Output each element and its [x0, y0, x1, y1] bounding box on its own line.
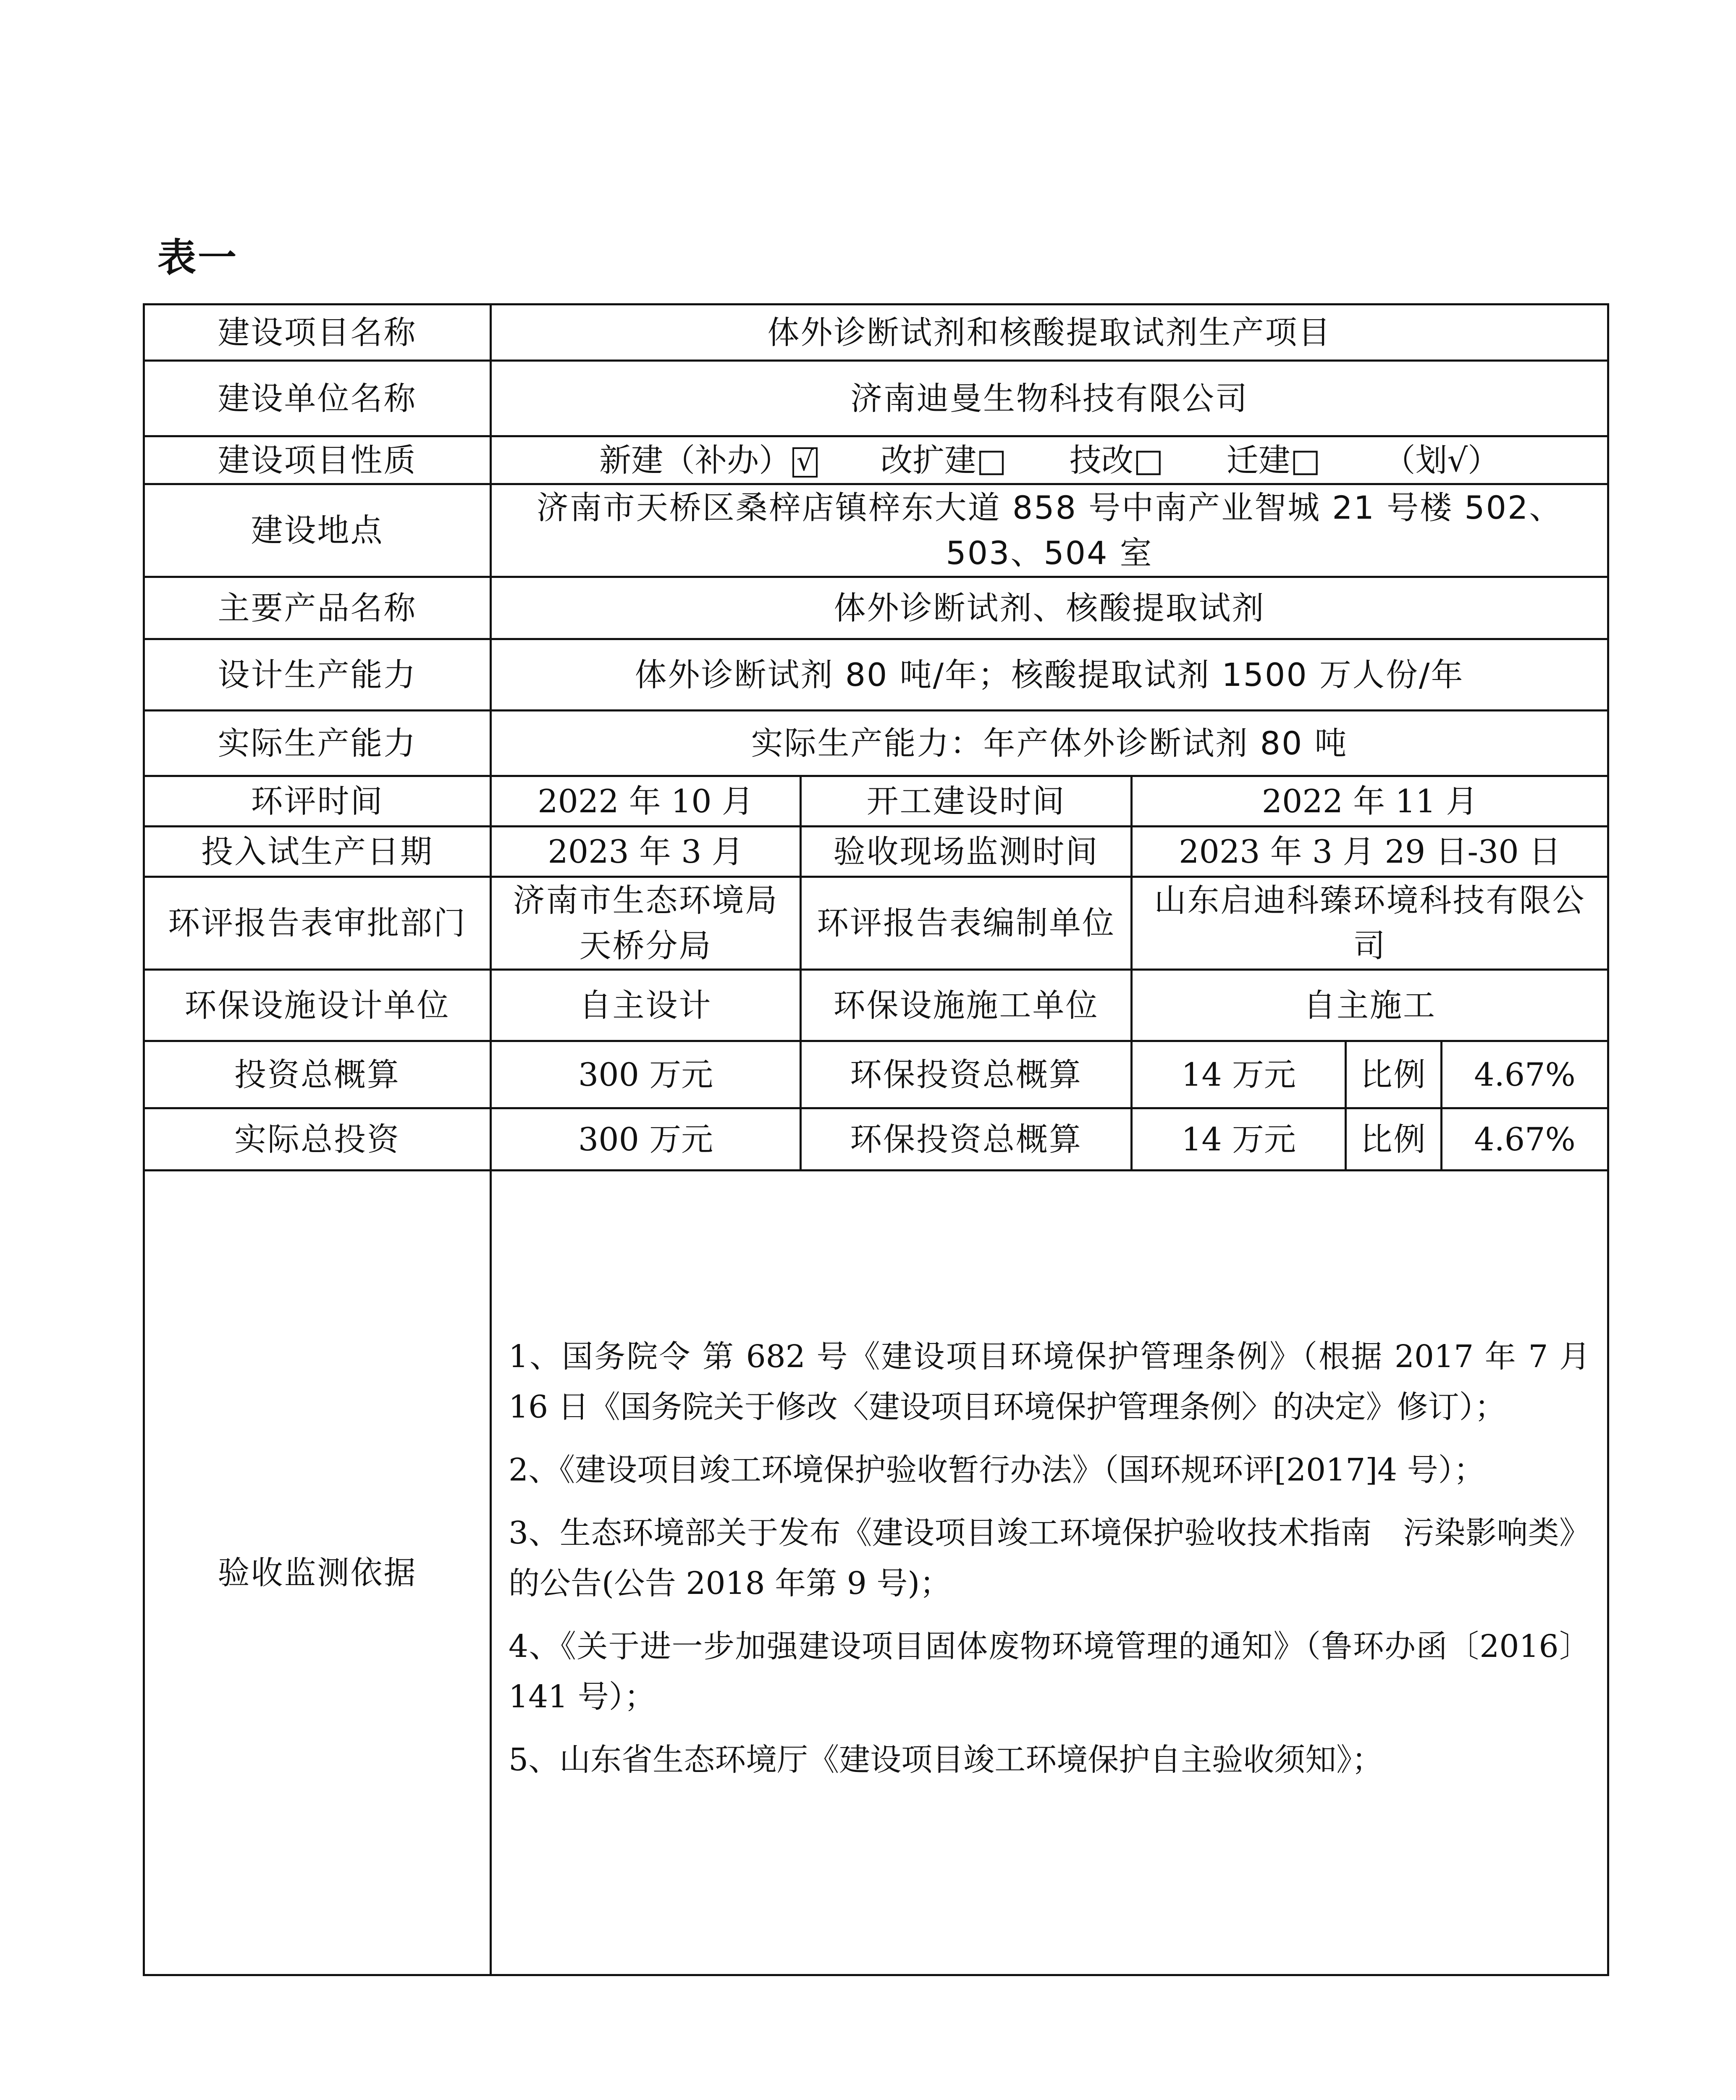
- approval-dept-label: 环评报告表审批部门: [144, 877, 491, 970]
- budget-label: 投资总概算: [144, 1041, 491, 1108]
- row-eia-time: [144, 776, 1608, 827]
- actual-ratio-value: 4.67%: [1442, 1108, 1608, 1171]
- env-budget-value: 14 万元: [1132, 1041, 1346, 1108]
- row-unit-name: [144, 361, 1608, 436]
- row-design-capacity: [144, 639, 1608, 711]
- checked-box-icon: √: [792, 447, 818, 478]
- basis-item: 2、《建设项目竣工环境保护验收暂行办法》（国环规环评[2017]4 号）；: [509, 1452, 1485, 1488]
- monitoring-time-value: 2023 年 3 月 29 日-30 日: [1132, 827, 1608, 877]
- unit-name-label: 建设单位名称: [144, 361, 491, 436]
- option-new-build: [599, 438, 818, 483]
- row-monitoring-basis: [144, 1171, 1608, 1975]
- row-approval: [144, 877, 1608, 970]
- actual-investment-label: 实际总投资: [144, 1108, 491, 1171]
- project-info-table: [143, 303, 1609, 1976]
- check-instruction: （划√）: [1383, 441, 1500, 479]
- row-product: [144, 577, 1608, 639]
- budget-ratio-value: 4.67%: [1442, 1041, 1608, 1108]
- monitoring-basis-content: [491, 1171, 1608, 1975]
- monitoring-basis-label: 验收监测依据: [144, 1171, 491, 1975]
- project-nature-label: 建设项目性质: [144, 436, 491, 484]
- row-actual-investment: [144, 1108, 1608, 1171]
- product-value: 体外诊断试剂、核酸提取试剂: [491, 577, 1608, 639]
- construction-unit-label: 环保设施施工单位: [801, 970, 1132, 1041]
- construction-unit-value: 自主施工: [1132, 970, 1608, 1041]
- basis-item: 3、生态环境部关于发布《建设项目竣工环境保护验收技术指南 污染影响类》的公告(公告 2018 年第 9 号)；: [509, 1515, 1591, 1601]
- project-name-value: 体外诊断试剂和核酸提取试剂生产项目: [491, 304, 1608, 361]
- design-capacity-value: 体外诊断试剂 80 吨/年；核酸提取试剂 1500 万人份/年: [491, 639, 1608, 711]
- trial-date-label: 投入试生产日期: [144, 827, 491, 877]
- actual-capacity-value: 实际生产能力：年产体外诊断试剂 80 吨: [491, 711, 1608, 776]
- row-project-nature: [144, 436, 1608, 484]
- row-actual-capacity: [144, 711, 1608, 776]
- row-budget: [144, 1041, 1608, 1108]
- basis-item: 5、山东省生态环境厅《建设项目竣工环境保护自主验收须知》；: [509, 1741, 1383, 1778]
- unit-name-value: 济南迪曼生物科技有限公司: [491, 361, 1608, 436]
- option-expansion: 改扩建□: [881, 441, 1007, 479]
- trial-date-value: 2023 年 3 月: [491, 827, 801, 877]
- row-design-unit: [144, 970, 1608, 1041]
- option-tech-upgrade: 技改□: [1069, 441, 1164, 479]
- option-relocation: 迁建□: [1226, 441, 1321, 479]
- row-trial-date: [144, 827, 1608, 877]
- actual-env-budget-label: 环保投资总概算: [801, 1108, 1132, 1171]
- construction-start-value: 2022 年 11 月: [1132, 776, 1608, 827]
- product-label: 主要产品名称: [144, 577, 491, 639]
- row-project-name: [144, 304, 1608, 361]
- report-author-value: 山东启迪科臻环境科技有限公司: [1132, 877, 1608, 970]
- actual-capacity-label: 实际生产能力: [144, 711, 491, 776]
- budget-ratio-label: 比例: [1346, 1041, 1442, 1108]
- construction-start-label: 开工建设时间: [801, 776, 1132, 827]
- report-author-label: 环评报告表编制单位: [801, 877, 1132, 970]
- actual-ratio-label: 比例: [1346, 1108, 1442, 1171]
- project-name-label: 建设项目名称: [144, 304, 491, 361]
- basis-item: 4、《关于进一步加强建设项目固体废物环境管理的通知》（鲁环办函〔2016〕141 号）；: [509, 1628, 1591, 1715]
- actual-investment-value: 300 万元: [491, 1108, 801, 1171]
- project-nature-options: [491, 436, 1608, 484]
- basis-item: 1、国务院令 第 682 号《建设项目环境保护管理条例》（根据 2017 年 7 月 16 日《国务院关于修改〈建设项目环境保护管理条例〉的决定》修订）；: [509, 1338, 1591, 1425]
- actual-env-budget-value: 14 万元: [1132, 1108, 1346, 1171]
- location-label: 建设地点: [144, 484, 491, 577]
- page-heading: 表一: [157, 235, 239, 280]
- design-unit-label: 环保设施设计单位: [144, 970, 491, 1041]
- budget-value: 300 万元: [491, 1041, 801, 1108]
- eia-time-label: 环评时间: [144, 776, 491, 827]
- location-value: 济南市天桥区桑梓店镇梓东大道 858 号中南产业智城 21 号楼 502、503、504 室: [491, 484, 1608, 577]
- design-capacity-label: 设计生产能力: [144, 639, 491, 711]
- env-budget-label: 环保投资总概算: [801, 1041, 1132, 1108]
- approval-dept-value: 济南市生态环境局天桥分局: [491, 877, 801, 970]
- option-new-build-label: 新建（补办）: [599, 441, 791, 479]
- eia-time-value: 2022 年 10 月: [491, 776, 801, 827]
- row-location: [144, 484, 1608, 577]
- design-unit-value: 自主设计: [491, 970, 801, 1041]
- monitoring-time-label: 验收现场监测时间: [801, 827, 1132, 877]
